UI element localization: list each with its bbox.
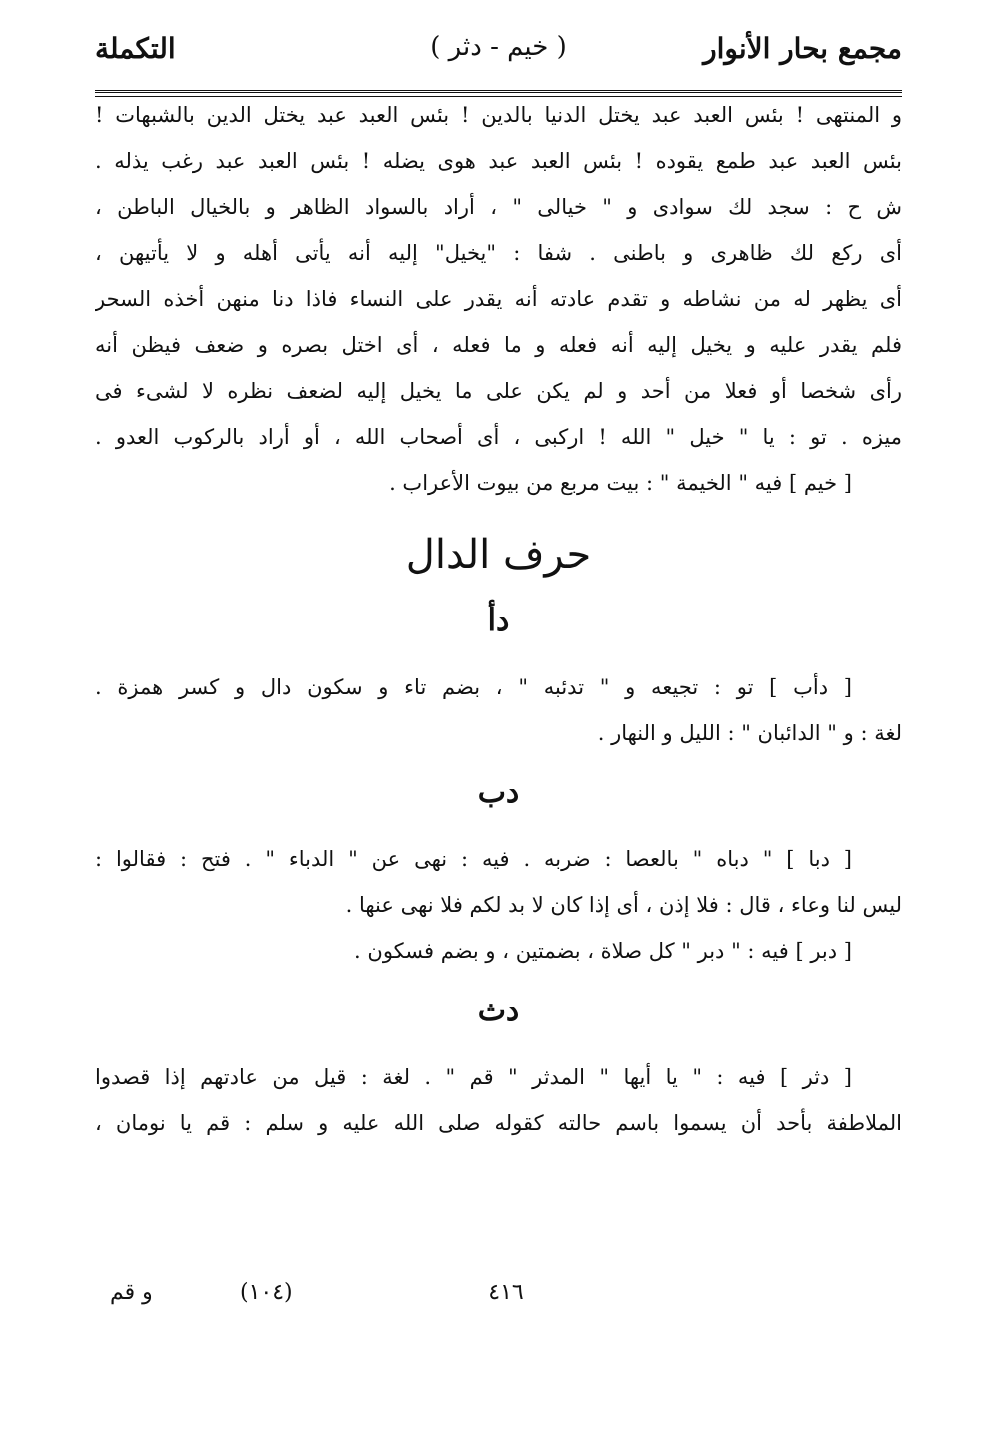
- signature-mark: (١٠٤): [240, 1280, 293, 1305]
- text-line: بئس العبد عبد طمع يقوده ! بئس العبد عبد هوى يضله ! بئس العبد عبد رغب يذله .: [95, 149, 902, 173]
- entry-db-line: ليس لنا وعاء ، قال : فلا إذن ، أى إذا كان لا بد لكم فلا نهى عنها .: [345, 893, 902, 917]
- text-line: أى يظهر له من نشاطه و تقدم عادته أنه يقدر على النساء فاذا دنا منهن أخذه السحر: [95, 287, 902, 311]
- entry-dth-line: الملاطفة بأحد أن يسموا باسم حالته كقوله صلى الله عليه و سلم : قم يا نومان ،: [95, 1111, 902, 1135]
- entry-dth-line: [ دثر ] فيه : " يا أيها " المدثر " قم " . لغة : قيل من عادتهم إذا قصدوا: [95, 1065, 852, 1089]
- text-line: فلم يقدر عليه و يخيل إليه أنه فعله و ما فعله ، أى اختل بصره و ضعف فيظن أنه: [95, 333, 902, 357]
- section-title: حرف الدال: [405, 532, 592, 578]
- text-line: ميزه . تو : يا " خيل " الله ! اركبى ، أى أصحاب الله ، أو أراد بالركوب العدو .: [95, 425, 902, 449]
- spacer: [95, 650, 902, 672]
- volume-title: التكملة: [95, 32, 176, 65]
- subheading-dth: دث: [477, 993, 520, 1028]
- book-title: مجمع بحار الأنوار: [703, 32, 902, 65]
- catchword: و قم: [110, 1280, 153, 1305]
- text-line: ش ح : سجد لك سوادى و " خيالى " ، أراد بالسواد الظاهر و بالخيال الباطن ،: [95, 195, 902, 219]
- entry-db-line: [ دبر ] فيه : " دبر " كل صلاة ، بضمتين ، و بضم فسكون .: [354, 939, 852, 963]
- page-number: ٤١٦: [488, 1280, 524, 1305]
- entry-da-line: لغة : و " الدائبان " : الليل و النهار .: [597, 721, 902, 745]
- spacer: [95, 1040, 902, 1062]
- text-line: رأى شخصا أو فعلا من أحد و لم يكن على ما يخيل إليه لضعف نظره لا لشىء فى: [95, 379, 902, 403]
- page-body: [95, 100, 902, 1154]
- text-line: و المنتهى ! بئس العبد عبد يختل الدنيا بالدين ! بئس العبد عبد يختل الدين بالشبهات !: [95, 103, 902, 127]
- header-rule: [95, 90, 902, 97]
- text-line: أى ركع لك ظاهرى و باطنى . شفا : "يخيل" إليه أنه يأتى أهله و لا يأتيهن ،: [95, 241, 902, 265]
- entry-da-line: [ دأب ] تو : تجيعه و " تدئبه " ، بضم تاء و سكون دال و كسر همزة .: [95, 675, 852, 699]
- entry-db-line: [ دبا ] " دباه " بالعصا : ضربه . فيه : نهى عن " الدباء " . فتح : فقالوا :: [95, 847, 852, 871]
- page-footer: [110, 1280, 902, 1314]
- subheading-da: دأ: [487, 603, 510, 638]
- entry-range: ( خيم - دثر ): [430, 32, 567, 62]
- subheading-db: دب: [477, 775, 520, 810]
- spacer: [95, 822, 902, 844]
- page-header: [95, 32, 902, 80]
- entry-khaym: [ خيم ] فيه " الخيمة " : بيت مربع من بيوت الأعراب .: [389, 471, 852, 495]
